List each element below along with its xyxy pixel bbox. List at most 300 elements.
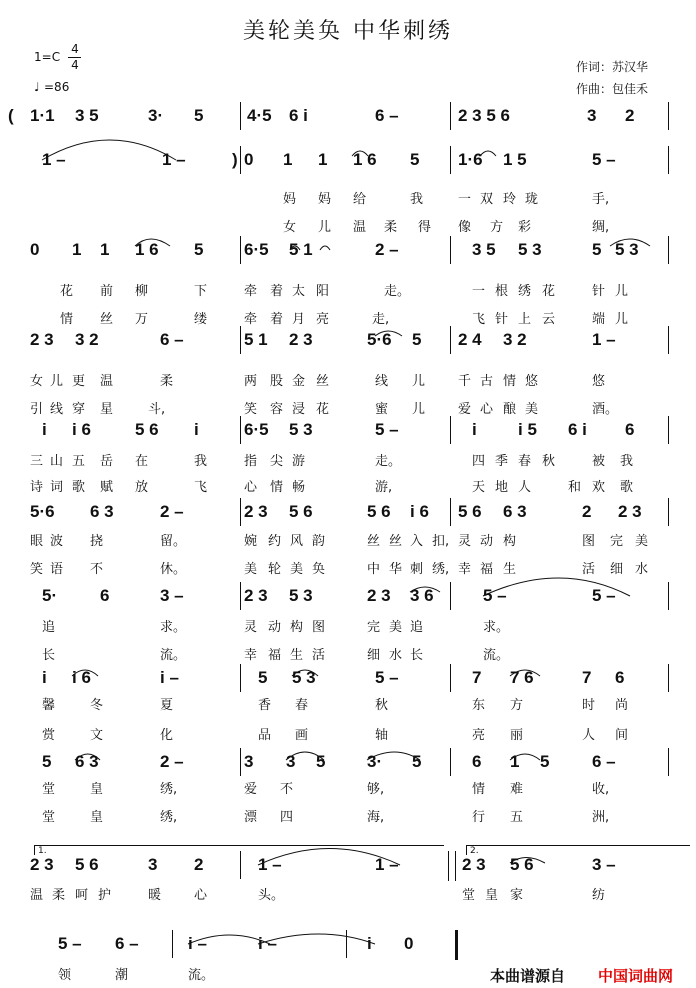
lyric-char: 女: [30, 374, 44, 389]
note-group: 5 3: [289, 420, 313, 439]
lyric-char: 流。: [160, 648, 187, 663]
note-group: 5: [42, 752, 52, 771]
lyric-char: 容: [270, 402, 284, 417]
lyric-char: 玲: [503, 192, 517, 207]
note-group: 5 6: [289, 502, 313, 521]
lyric-char: 细: [367, 648, 381, 663]
lyric-char: 妈: [283, 192, 297, 207]
note-group: 1 –: [42, 150, 66, 169]
lyric-char: 构: [290, 620, 304, 635]
note-group: 6 3: [503, 502, 527, 521]
note-group: i: [367, 934, 372, 953]
lyric-char: 情: [270, 480, 284, 495]
lyric-char: 穿: [72, 402, 86, 417]
lyric-char: 轴: [375, 728, 389, 743]
lyric-char: 尖: [270, 454, 284, 469]
lyric-char: 皇: [90, 782, 104, 797]
note-group: 5 –: [592, 586, 616, 605]
lyric-char: 完: [610, 534, 624, 549]
note-group: 3: [148, 855, 158, 874]
lyric-char: 馨: [42, 698, 56, 713]
note-group: 5: [194, 106, 204, 125]
lyric-char: 幸: [244, 648, 258, 663]
note-group: 1·6: [458, 150, 483, 169]
note-group: 6 i: [568, 420, 587, 439]
page-title: 美轮美奂 中华刺绣: [243, 19, 453, 44]
lyric-char: 得: [418, 220, 432, 235]
note-group: 3 2: [503, 330, 527, 349]
note-group: i 6: [72, 668, 91, 687]
note-group: 2 3: [244, 586, 268, 605]
note-group: 1: [283, 150, 293, 169]
note-group: 5: [410, 150, 420, 169]
lyric-char: 美: [290, 562, 304, 577]
note-group: 2: [625, 106, 635, 125]
note-group: 3 2: [75, 330, 99, 349]
lyric-char: 韵: [312, 534, 326, 549]
lyric-char: 季: [495, 454, 509, 469]
note-group: 1: [100, 240, 110, 259]
note-group: 2 3: [244, 502, 268, 521]
lyric-char: 长: [42, 648, 56, 663]
note-group: 3 5: [75, 106, 99, 125]
lyric-char: 中: [367, 562, 381, 577]
note-group: 0: [244, 150, 254, 169]
lyric-char: 端: [592, 312, 606, 327]
lyric-char: 心: [194, 888, 208, 903]
lyric-char: 针: [495, 312, 509, 327]
source-site-logo: 中国词曲网: [598, 967, 674, 985]
note-group: i 6: [410, 502, 429, 521]
note-group: 6 –: [160, 330, 184, 349]
lyric-char: 海,: [367, 810, 385, 825]
lyric-char: 走。: [375, 454, 402, 469]
lyric-char: 情: [503, 374, 517, 389]
lyric-char: 笑: [244, 402, 258, 417]
lyric-char: 波: [50, 534, 64, 549]
note-group: i: [194, 420, 199, 439]
lyric-char: 追: [410, 620, 424, 635]
lyric-char: 丝: [316, 374, 330, 389]
note-group: 5 1: [289, 240, 313, 259]
lyric-char: 蜜: [375, 402, 389, 417]
note-group: 2 –: [160, 752, 184, 771]
lyric-char: 笑: [30, 562, 44, 577]
lyric-char: 花: [60, 284, 74, 299]
lyric-char: 温: [30, 888, 44, 903]
note-group: 2: [582, 502, 592, 521]
lyric-char: 儿: [412, 402, 426, 417]
lyric-char: 线: [375, 374, 389, 389]
note-group: 1 –: [258, 855, 282, 874]
lyric-char: 岳: [100, 454, 114, 469]
lyric-char: 入: [410, 534, 424, 549]
lyric-char: 皇: [90, 810, 104, 825]
lyric-char: 绣: [518, 284, 532, 299]
lyric-char: 儿: [412, 374, 426, 389]
lyric-char: 动: [480, 534, 494, 549]
lyric-char: 欢: [592, 480, 606, 495]
lyric-char: 挠: [90, 534, 104, 549]
lyric-char: 飞: [472, 312, 486, 327]
lyricist-credit: 作词：苏汉华: [576, 60, 649, 74]
lyric-char: 地: [495, 480, 509, 495]
note-group: 5: [540, 752, 550, 771]
lyric-char: 歌: [72, 480, 86, 495]
note-group: 5: [316, 752, 326, 771]
note-group: 5: [412, 752, 422, 771]
lyric-char: 游,: [375, 480, 393, 495]
note-group: 6 –: [115, 934, 139, 953]
lyric-char: 呵: [75, 888, 89, 903]
lyric-char: 股: [270, 374, 284, 389]
lyric-char: 五: [510, 810, 524, 825]
lyric-char: 丝: [389, 534, 403, 549]
lyric-char: 灵: [458, 534, 472, 549]
lyric-char: 方: [510, 698, 524, 713]
lyric-char: 指: [244, 454, 258, 469]
lyric-char: 丝: [100, 312, 114, 327]
note-group: 5 3: [292, 668, 316, 687]
lyric-char: 生: [503, 562, 517, 577]
note-group: i –: [160, 668, 179, 687]
quarter-note-icon: ♩: [34, 80, 40, 94]
lyric-char: 妈: [318, 192, 332, 207]
tempo-marking: =86: [44, 80, 70, 94]
lyric-char: 前: [100, 284, 114, 299]
lyric-char: 我: [410, 192, 424, 207]
note-group: 5 3: [615, 240, 639, 259]
note-group: 6 3: [90, 502, 114, 521]
lyric-char: 给: [353, 192, 367, 207]
time-signature-top: 4: [71, 42, 79, 56]
lyric-char: 亮: [472, 728, 486, 743]
lyric-char: 女: [283, 220, 297, 235]
lyric-char: 领: [58, 968, 72, 983]
lyric-char: 水: [389, 648, 403, 663]
lyric-char: 温: [100, 374, 114, 389]
lyric-char: 语: [50, 562, 64, 577]
lyric-char: 千: [458, 374, 472, 389]
lyric-char: 绸,: [592, 220, 610, 235]
lyric-char: 刺: [410, 562, 424, 577]
lyric-char: 不: [90, 562, 104, 577]
lyric-char: 流。: [483, 648, 510, 663]
lyric-char: 绣,: [160, 782, 178, 797]
note-group: 5 –: [592, 150, 616, 169]
lyric-char: 家: [510, 888, 524, 903]
lyric-char: 长: [410, 648, 424, 663]
note-group: 3 6: [410, 586, 434, 605]
note-group: 6: [625, 420, 635, 439]
lyric-char: 细: [610, 562, 624, 577]
lyric-char: 一: [472, 284, 486, 299]
note-group: 6: [100, 586, 110, 605]
lyric-char: 在: [135, 454, 149, 469]
note-group: 2 3 5 6: [458, 106, 510, 125]
note-group: 6·5: [244, 420, 269, 439]
lyric-char: 间: [615, 728, 629, 743]
note-group: 2 3: [462, 855, 486, 874]
lyric-char: 幸: [458, 562, 472, 577]
note-group: 4·5: [247, 106, 272, 125]
lyric-char: 缕: [194, 312, 208, 327]
lyric-char: 悠: [525, 374, 539, 389]
note-group: 1: [318, 150, 328, 169]
note-group: 5·: [42, 586, 58, 605]
note-group: i 6: [72, 420, 91, 439]
lyric-char: 亮: [316, 312, 330, 327]
lyric-char: 行: [472, 810, 486, 825]
note-group: 2: [194, 855, 204, 874]
lyric-char: 着: [270, 312, 284, 327]
note-group: 6 i: [289, 106, 308, 125]
note-group: 3: [587, 106, 597, 125]
lyric-char: 眼: [30, 534, 44, 549]
lyric-char: 水: [635, 562, 649, 577]
lyric-char: 一: [458, 192, 472, 207]
lyric-char: 儿: [615, 312, 629, 327]
lyric-char: 活: [312, 648, 326, 663]
lyric-char: 像: [458, 220, 472, 235]
lyric-char: 华: [389, 562, 403, 577]
lyric-char: 漂: [244, 810, 258, 825]
lyric-char: 心: [244, 480, 258, 495]
lyric-char: 洲,: [592, 810, 610, 825]
lyric-char: 构: [503, 534, 517, 549]
lyric-char: 下: [194, 284, 208, 299]
note-group: 3·: [367, 752, 383, 771]
lyric-char: 动: [268, 620, 282, 635]
lyric-char: 爱: [244, 782, 258, 797]
lyric-char: 求。: [160, 620, 187, 635]
lyric-char: 堂: [42, 782, 56, 797]
lyric-char: 心: [480, 402, 494, 417]
note-group: 1 –: [375, 855, 399, 874]
lyric-char: 收,: [592, 782, 610, 797]
note-group: (: [8, 106, 14, 125]
note-group: 7: [582, 668, 592, 687]
lyric-char: 时: [582, 698, 596, 713]
note-group: 6 –: [592, 752, 616, 771]
note-group: i 5: [518, 420, 537, 439]
lyric-char: 奂: [312, 562, 326, 577]
note-group: i: [472, 420, 477, 439]
lyric-char: 根: [495, 284, 509, 299]
lyric-char: 人: [518, 480, 532, 495]
note-group: 5·6: [30, 502, 55, 521]
lyric-char: 柳: [135, 284, 149, 299]
note-group: 2 3: [30, 330, 54, 349]
lyric-char: 尚: [615, 698, 629, 713]
lyric-char: 画: [295, 728, 309, 743]
lyric-char: 和: [568, 480, 582, 495]
note-group: 5 –: [375, 668, 399, 687]
lyric-char: 针: [592, 284, 606, 299]
note-group: i –: [188, 934, 207, 953]
note-group: 5 –: [375, 420, 399, 439]
lyric-char: 护: [98, 888, 112, 903]
lyric-char: 山: [50, 454, 64, 469]
lyric-char: 文: [90, 728, 104, 743]
note-group: 0: [404, 934, 414, 953]
volta-1-label: 1.: [38, 846, 47, 856]
lyric-char: 灵: [244, 620, 258, 635]
lyric-char: 秋: [375, 698, 389, 713]
note-group: 7: [472, 668, 482, 687]
note-group: 1: [510, 752, 520, 771]
note-group: 5 6: [135, 420, 159, 439]
lyric-char: 双: [480, 192, 494, 207]
note-group: 1: [72, 240, 82, 259]
note-group: 2 4: [458, 330, 482, 349]
lyric-char: 畅: [292, 480, 306, 495]
note-group: i –: [258, 934, 277, 953]
lyric-char: 方: [490, 220, 504, 235]
lyric-char: 图: [582, 534, 596, 549]
lyric-char: 生: [290, 648, 304, 663]
lyric-char: 夏: [160, 698, 174, 713]
note-group: 5 3: [518, 240, 542, 259]
lyric-char: 美: [389, 620, 403, 635]
lyric-char: 斗,: [148, 402, 166, 417]
lyric-char: 情: [472, 782, 486, 797]
lyric-char: 堂: [42, 810, 56, 825]
lyric-char: 香: [258, 698, 272, 713]
lyric-char: 活: [582, 562, 596, 577]
note-group: 5·6: [367, 330, 392, 349]
note-group: 2 –: [160, 502, 184, 521]
lyric-char: 柔: [52, 888, 66, 903]
lyric-char: 赋: [100, 480, 114, 495]
lyric-char: 线: [50, 402, 64, 417]
lyric-char: 温: [353, 220, 367, 235]
composer-credit: 作曲：包佳禾: [576, 82, 649, 96]
lyric-char: 着: [270, 284, 284, 299]
lyric-char: 我: [194, 454, 208, 469]
lyric-char: 珑: [525, 192, 539, 207]
lyric-char: 花: [316, 402, 330, 417]
lyric-char: 两: [244, 374, 258, 389]
source-label: 本曲谱源自: [490, 967, 566, 985]
lyric-char: 儿: [318, 220, 332, 235]
lyric-char: 赏: [42, 728, 56, 743]
note-group: 5 1: [244, 330, 268, 349]
lyric-char: 美: [525, 402, 539, 417]
note-group: 1 –: [162, 150, 186, 169]
lyric-char: 古: [480, 374, 494, 389]
lyric-char: 美: [635, 534, 649, 549]
note-group: 5 –: [483, 586, 507, 605]
note-group: 6: [615, 668, 625, 687]
lyric-char: 暖: [148, 888, 162, 903]
lyric-char: 风: [290, 534, 304, 549]
lyric-char: 头。: [258, 888, 285, 903]
lyric-char: 福: [480, 562, 494, 577]
lyric-char: 难: [510, 782, 524, 797]
note-group: 3: [244, 752, 254, 771]
lyric-char: 彩: [518, 220, 532, 235]
lyric-char: 酿: [503, 402, 517, 417]
note-group: 3 –: [160, 586, 184, 605]
lyric-char: 婉: [244, 534, 258, 549]
lyric-char: 春: [295, 698, 309, 713]
lyric-char: 东: [472, 698, 486, 713]
lyric-char: 扣,: [432, 534, 450, 549]
note-group: 3·: [148, 106, 164, 125]
lyric-char: 四: [472, 454, 486, 469]
lyric-char: 五: [72, 454, 86, 469]
note-group: 5: [592, 240, 602, 259]
lyric-char: 放: [135, 480, 149, 495]
note-group: 1 5: [503, 150, 527, 169]
lyric-char: 柔: [160, 374, 174, 389]
note-group: 3: [286, 752, 296, 771]
note-group: 5 6: [75, 855, 99, 874]
lyric-char: 星: [100, 402, 114, 417]
lyric-char: 歌: [620, 480, 634, 495]
key-signature: 1=C: [34, 50, 61, 64]
lyric-char: 万: [135, 312, 149, 327]
note-group: 5 –: [58, 934, 82, 953]
note-group: 1 6: [135, 240, 159, 259]
lyric-char: 悠: [592, 374, 606, 389]
lyric-char: 更: [72, 374, 86, 389]
note-group: 6: [472, 752, 482, 771]
time-signature-bottom: 4: [71, 58, 79, 72]
note-group: i: [42, 420, 47, 439]
lyric-char: 丽: [510, 728, 524, 743]
lyric-char: 冬: [90, 698, 104, 713]
lyric-char: 流。: [188, 968, 215, 983]
lyric-char: 丝: [367, 534, 381, 549]
note-group: 2 –: [375, 240, 399, 259]
note-group: 6·5: [244, 240, 269, 259]
lyric-char: 爱: [458, 402, 472, 417]
note-group: 7 6: [510, 668, 534, 687]
note-group: 5 6: [367, 502, 391, 521]
lyric-char: 三: [30, 454, 44, 469]
note-group: 1 –: [592, 330, 616, 349]
note-group: 2 3: [367, 586, 391, 605]
lyric-char: 情: [60, 312, 74, 327]
lyric-char: 皇: [485, 888, 499, 903]
lyric-char: 柔: [384, 220, 398, 235]
lyric-char: 追: [42, 620, 56, 635]
lyric-char: 酒。: [592, 402, 619, 417]
note-group: 5: [194, 240, 204, 259]
note-group: 1·1: [30, 106, 55, 125]
note-group: 6 3: [75, 752, 99, 771]
lyric-char: 不: [280, 782, 294, 797]
lyric-char: 绣,: [432, 562, 450, 577]
lyric-char: 约: [268, 534, 282, 549]
note-group: 3 5: [472, 240, 496, 259]
volta-2-label: 2.: [470, 846, 479, 856]
note-group: ): [232, 150, 238, 169]
lyric-char: 轮: [268, 562, 282, 577]
lyric-char: 天: [472, 480, 486, 495]
lyric-char: 绣,: [160, 810, 178, 825]
lyric-char: 诗: [30, 480, 44, 495]
note-group: i: [42, 668, 47, 687]
lyric-char: 被: [592, 454, 606, 469]
lyric-char: 完: [367, 620, 381, 635]
lyric-char: 化: [160, 728, 174, 743]
lyric-char: 秋: [542, 454, 556, 469]
lyric-char: 牵: [244, 312, 258, 327]
lyric-char: 阳: [316, 284, 330, 299]
